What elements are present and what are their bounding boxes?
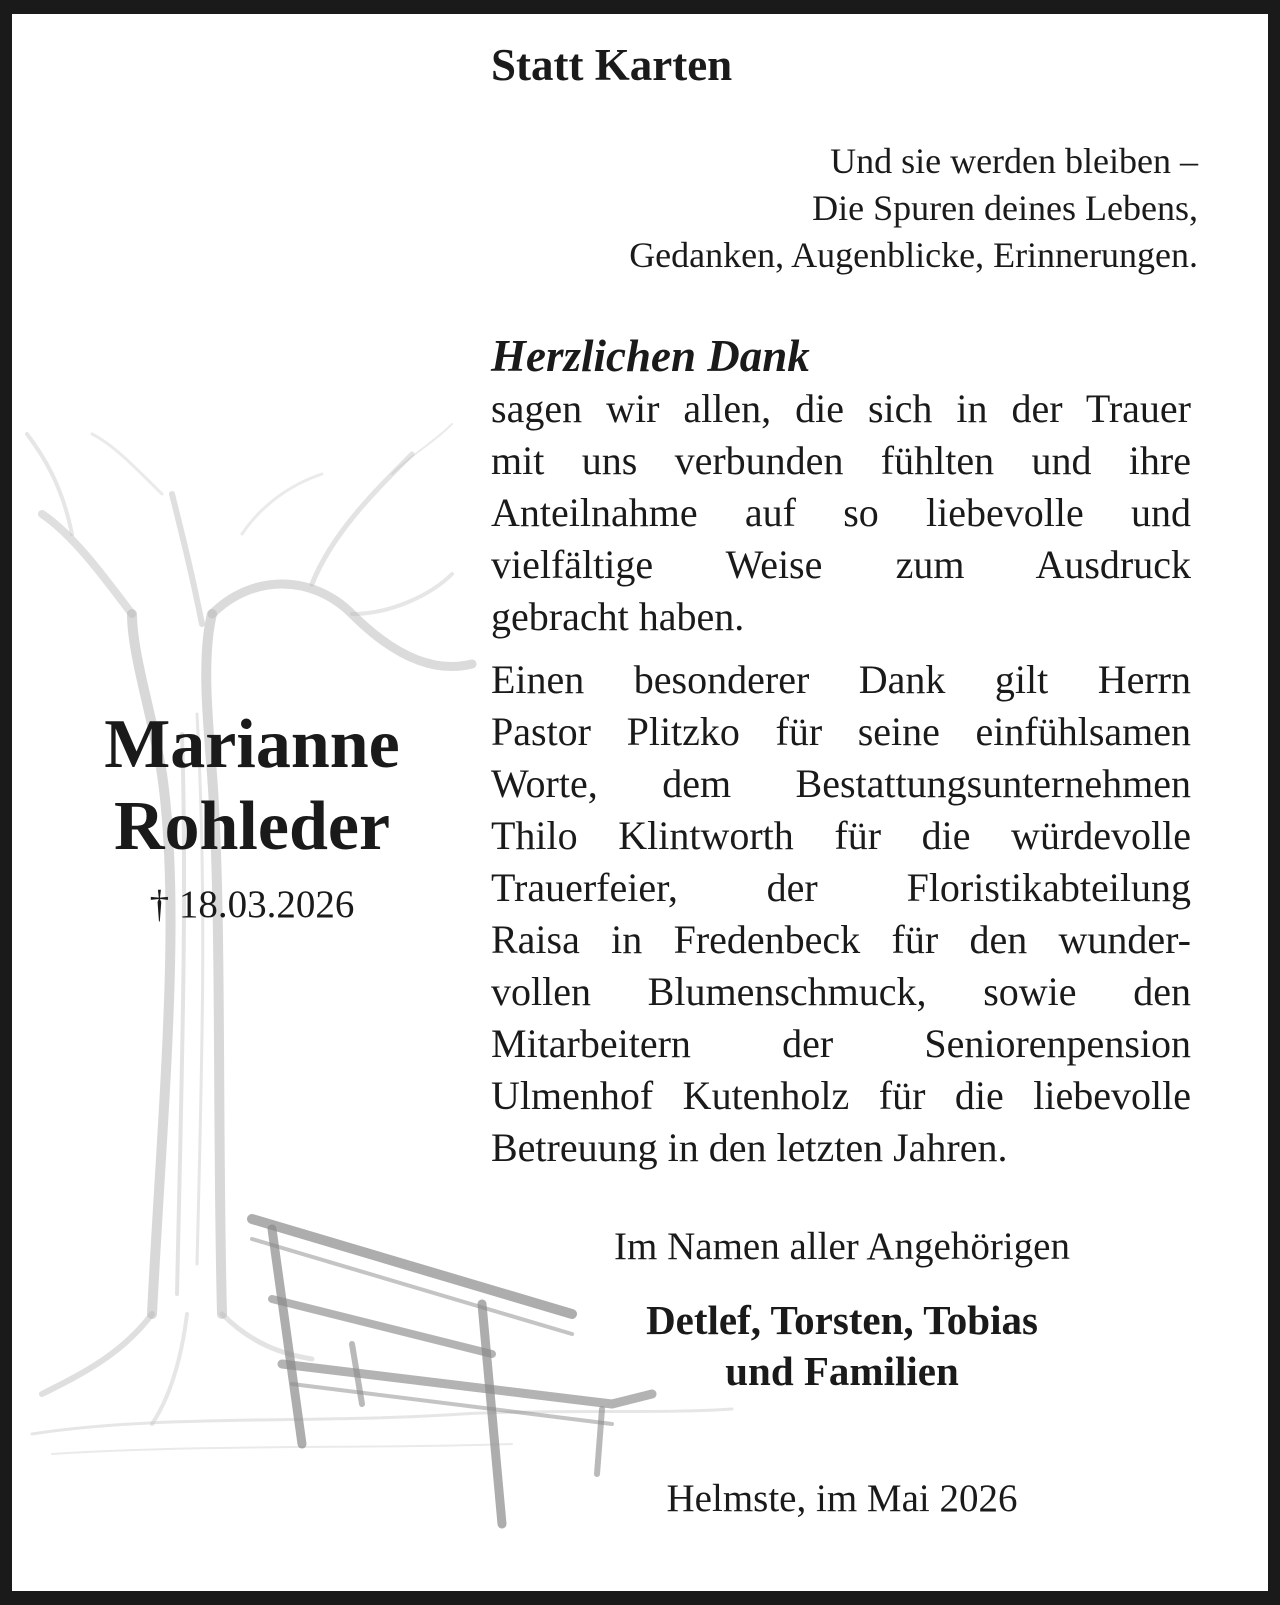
poem-line: Die Spuren deines Lebens, [812,188,1198,228]
text-line: sagen wir allen, die sich in der Trauer [491,386,1191,431]
text-line: Pastor Plitzko für seine einfühlsamen [491,709,1191,754]
text-line: Trauerfeier, der Floristikabteilung [491,865,1191,910]
text-line: gebracht haben. [491,594,745,639]
poem [629,138,1198,279]
poem-line: Und sie werden bleiben – [830,141,1198,181]
signature-names-line: und Familien [725,1348,959,1394]
thanks-paragraph-1 [491,383,1191,643]
poem-line: Gedanken, Augenblicke, Erinnerungen. [629,235,1198,275]
place-date: Helmste, im Mai 2026 [666,1477,1018,1520]
text-line: Einen besonderer Dank gilt Herrn [491,657,1191,702]
text-line: Thilo Klintworth für die würdevolle [491,813,1191,858]
text-line: Raisa in Fredenbeck für den wunder- [491,917,1191,962]
text-line: Ulmenhof Kutenholz für die liebevolle [491,1073,1191,1118]
text-line: Worte, dem Bestattungsunternehmen [491,761,1191,806]
text-line: Betreuung in den letzten Jahren. [491,1125,1008,1170]
page-title: Statt Karten [491,40,733,90]
first-name: Marianne [104,706,400,783]
thanks-paragraph-2 [491,654,1191,1174]
signature-names [482,1295,1202,1397]
last-name: Rohleder [113,788,391,865]
signature-intro: Im Namen aller Angehörigen [614,1225,1070,1268]
text-line: vollen Blumenschmuck, sowie den [491,969,1191,1014]
text-line: mit uns verbunden fühlten und ihre [491,438,1191,483]
death-date: † 18.03.2026 [149,883,355,926]
text-line: Anteilnahme auf so liebevolle und [491,490,1191,535]
thanks-heading: Herzlichen Dank [491,331,810,381]
text-line: vielfältige Weise zum Ausdruck [491,542,1191,587]
text-line: Mitarbeitern der Seniorenpension [491,1021,1191,1066]
signature-names-line: Detlef, Torsten, Tobias [646,1297,1038,1343]
deceased-name [42,704,462,868]
